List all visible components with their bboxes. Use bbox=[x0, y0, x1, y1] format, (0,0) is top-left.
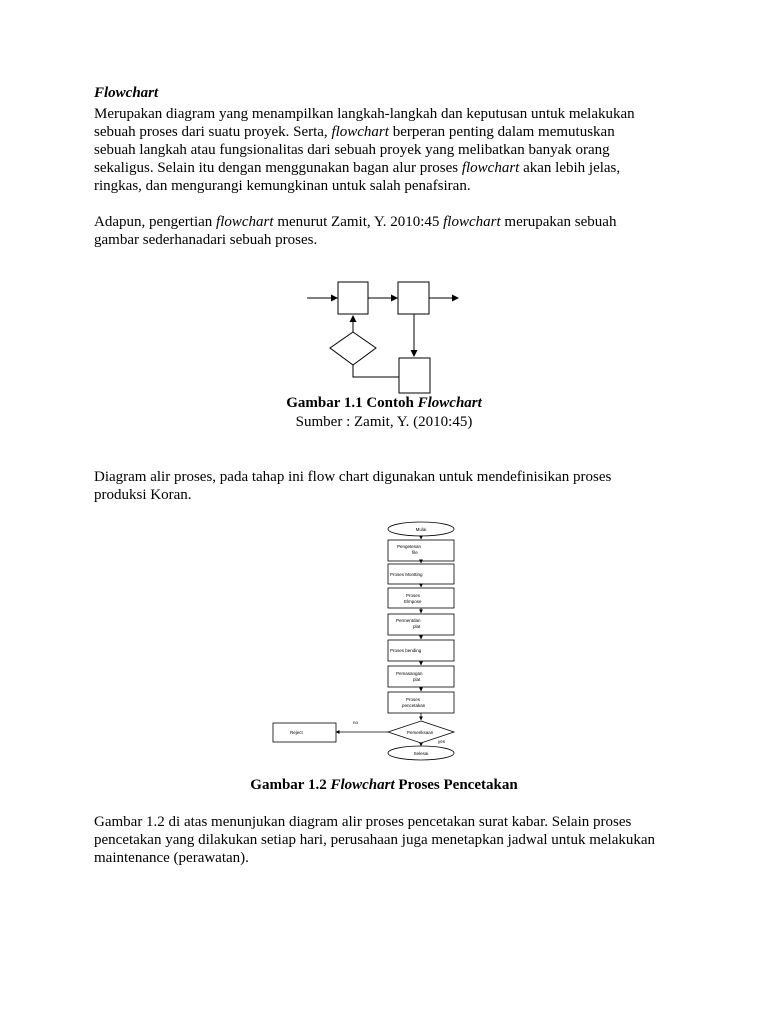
figure1-source: Sumber : Zamit, Y. (2010:45) bbox=[295, 414, 473, 430]
step-label: plat bbox=[413, 677, 421, 682]
paragraph-line: produksi Koran. bbox=[94, 487, 192, 503]
figure2-caption: Gambar 1.2 Flowchart Proses Pencetakan bbox=[250, 777, 518, 793]
step-label: Pemasangan bbox=[396, 671, 423, 676]
figure1-caption: Gambar 1.1 Contoh Flowchart bbox=[286, 395, 482, 411]
step-label: Proses Montting bbox=[390, 572, 423, 577]
process-step bbox=[388, 666, 454, 687]
paragraph-line: Adapun, pengertian flowchart menurut Zamit, Y. 2010:45 flowchart merupakan sebuah bbox=[94, 214, 617, 230]
paragraph-line: sekaligus. Selain itu dengan menggunakan bagan alur proses flowchart akan lebih jelas, bbox=[94, 160, 621, 176]
reject-box bbox=[273, 723, 336, 742]
process-step bbox=[388, 588, 454, 608]
paragraph-line: Merupakan diagram yang menampilkan langkah-langkah dan keputusan untuk melakukan bbox=[94, 106, 635, 122]
step-label: Proses bending bbox=[390, 648, 422, 653]
paragraph-line: pencetakan yang dilakukan setiap hari, perusahaan juga menetapkan jadwal untuk melakukan bbox=[94, 832, 656, 848]
step-label: Proses bbox=[406, 593, 421, 598]
paragraph-line: sebuah proses dari suatu proyek. Serta, flowchart berperan penting dalam memutuskan bbox=[94, 124, 615, 140]
step-label: Elmpose bbox=[404, 599, 422, 604]
end-label: Selesai bbox=[413, 751, 429, 756]
step-label: Pengetesan bbox=[397, 544, 422, 549]
paragraph-line: Gambar 1.2 di atas menunjukan diagram alir proses pencetakan surat kabar. Selain proses bbox=[94, 814, 632, 830]
start-label: Mulai bbox=[415, 527, 427, 532]
section-heading: Flowchart bbox=[94, 85, 159, 101]
paragraph-line: maintenance (perawatan). bbox=[94, 850, 249, 866]
paragraph-line: gambar sederhanadari sebuah proses. bbox=[94, 232, 318, 248]
step-label: file bbox=[412, 550, 418, 555]
yes-label: yes bbox=[438, 739, 446, 744]
paragraph-line: sebuah langkah atau fungsionalitas dari sebuah proyek yang melibatkan banyak orang bbox=[94, 142, 610, 158]
step-label: plat bbox=[413, 624, 421, 629]
reject-label: Reject bbox=[290, 730, 303, 735]
paragraph-line: ringkas, dan mengurangi kemungkinan untuk salah penafsiran. bbox=[94, 178, 471, 194]
step-label: pencetakan bbox=[402, 703, 426, 708]
no-label: no bbox=[353, 720, 359, 725]
step-label: Proses bbox=[406, 697, 421, 702]
decision-label: Pemeriksaan bbox=[407, 730, 434, 735]
step-label: Permentdan bbox=[396, 618, 421, 623]
paragraph-line: Diagram alir proses, pada tahap ini flow chart digunakan untuk mendefinisikan proses bbox=[94, 469, 612, 485]
paragraph-conclusion bbox=[94, 813, 694, 867]
